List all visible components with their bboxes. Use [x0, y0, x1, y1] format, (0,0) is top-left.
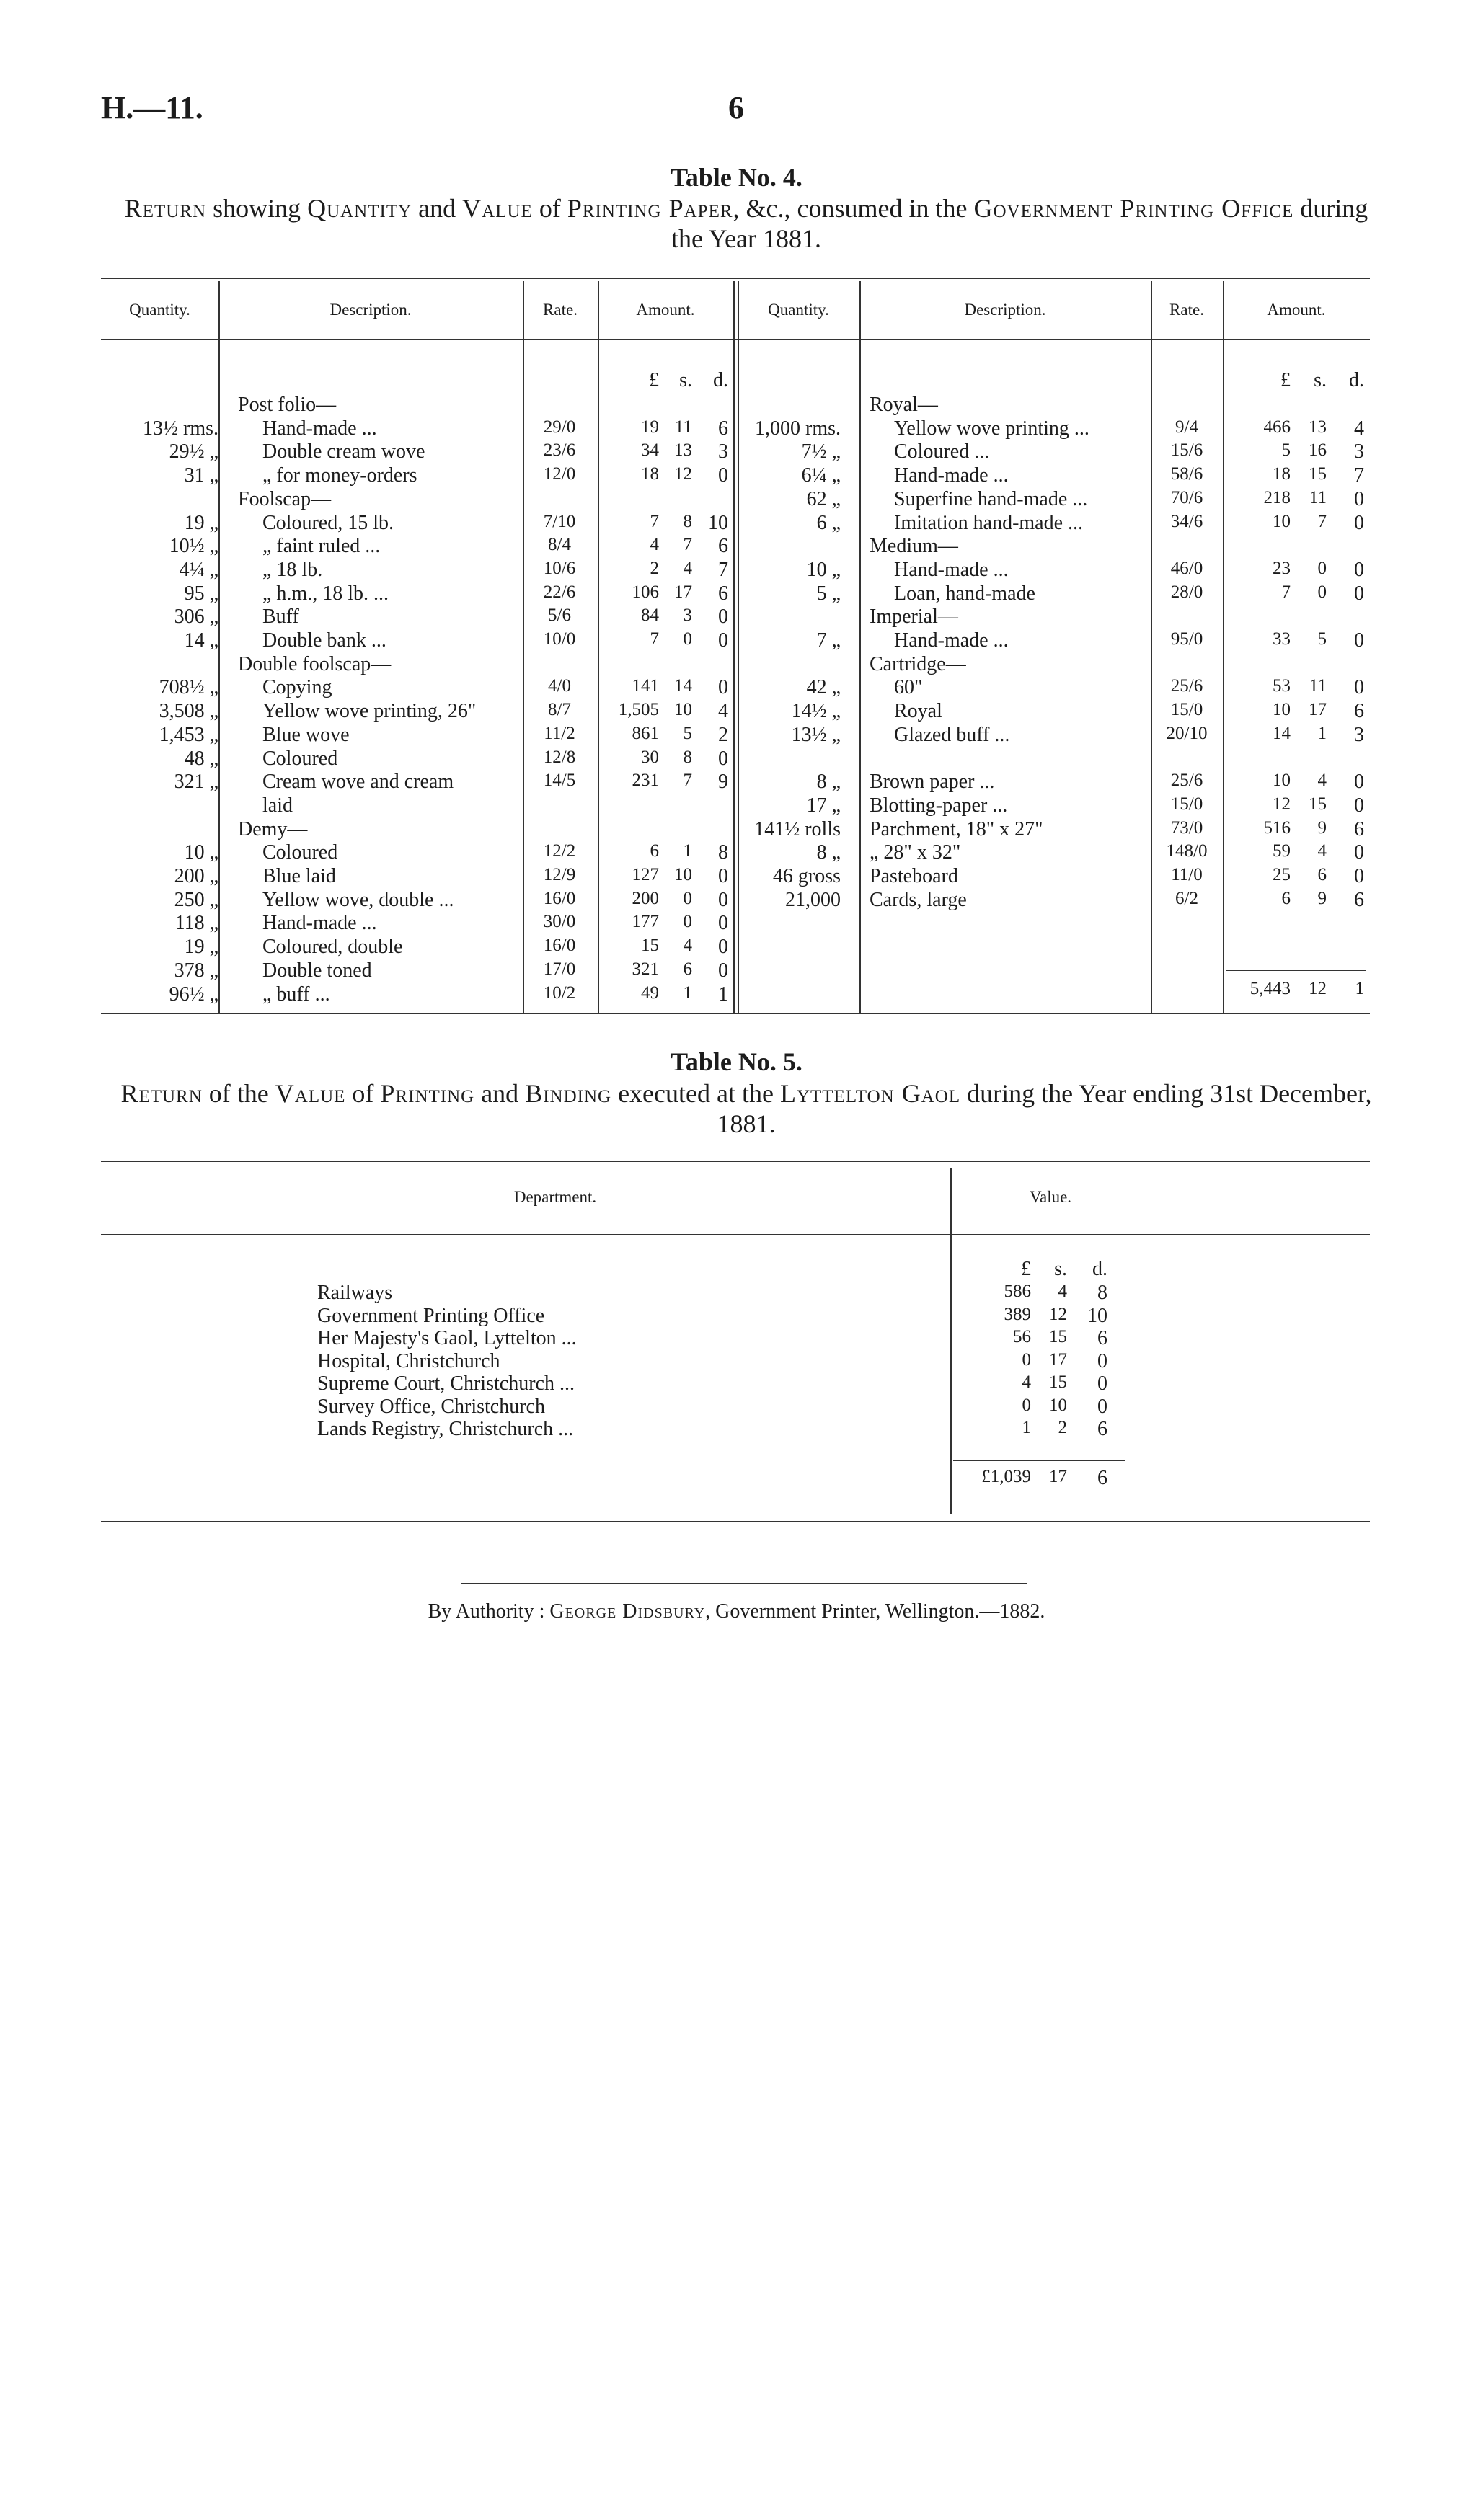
pence-cell: 0 — [718, 629, 728, 652]
rate-cell: 11/0 — [1171, 865, 1203, 884]
pounds-cell: 25 — [1273, 865, 1291, 884]
table5-col-divider — [950, 1168, 952, 1514]
rate-cell: 14/5 — [543, 771, 576, 790]
description-cell: laid — [262, 794, 293, 817]
pounds-cell: 12 — [1273, 794, 1291, 814]
table5-title: Table No. 5. — [671, 1047, 802, 1076]
rate-cell: 25/6 — [1170, 676, 1203, 696]
pence-cell: 0 — [718, 889, 728, 911]
pounds-cell: 19 — [641, 417, 659, 437]
quantity-cell: 95 „ — [184, 582, 218, 605]
shillings-cell: 0 — [1317, 559, 1327, 578]
pounds-cell: 15 — [641, 936, 659, 955]
rate-cell: 25/6 — [1170, 771, 1203, 790]
rate-cell: 15/6 — [1170, 440, 1203, 460]
quantity-cell: 14 „ — [184, 629, 218, 652]
col-header-amount: Amount. — [1267, 301, 1326, 319]
table5-subtitle: Return of the Value of Printing and Binding executed at the Lyttelton Gaol during the Year ending 31st December, 1881. — [120, 1079, 1372, 1138]
pence-cell: 8 — [1097, 1282, 1107, 1304]
rate-cell: 9/4 — [1175, 417, 1198, 437]
shillings-cell: 9 — [1317, 889, 1327, 908]
col-header-quantity: Quantity. — [768, 301, 829, 319]
pounds-cell: 10 — [1273, 700, 1291, 719]
shillings-cell: 0 — [683, 912, 692, 931]
pounds-cell: 516 — [1263, 818, 1291, 838]
description-cell: Hand-made ... — [894, 629, 1009, 652]
col-divider — [733, 281, 735, 1013]
pounds-cell: 106 — [632, 582, 659, 602]
footer-imprint: By Authority : George Didsbury, Government Printer, Wellington.—1882. — [428, 1600, 1045, 1623]
description-cell: Buff — [262, 605, 299, 628]
quantity-cell: 8 „ — [816, 771, 841, 793]
pounds-cell: 53 — [1273, 676, 1291, 696]
pounds-cell: 7 — [650, 629, 659, 649]
description-cell: Imperial— — [870, 605, 958, 628]
quantity-cell: 19 „ — [184, 512, 218, 534]
pence-cell: 8 — [718, 841, 728, 864]
rate-cell: 73/0 — [1170, 818, 1203, 838]
description-cell: Parchment, 18" x 27" — [870, 818, 1043, 840]
description-cell: Hand-made ... — [262, 417, 377, 440]
pounds-cell: 14 — [1273, 724, 1291, 743]
pounds-cell: 7 — [1281, 582, 1291, 602]
pounds-cell: 4 — [1022, 1372, 1031, 1392]
pence-cell: 0 — [718, 747, 728, 770]
description-cell: Double toned — [262, 959, 372, 982]
table5-bottom-rule — [101, 1521, 1370, 1522]
pence-cell: 10 — [1087, 1305, 1107, 1327]
pence-cell: 0 — [1097, 1396, 1107, 1418]
pence-cell: 6 — [1097, 1418, 1107, 1440]
pence-cell: 0 — [718, 936, 728, 958]
shillings-cell: 11 — [674, 417, 692, 437]
shillings-cell: 0 — [683, 629, 692, 649]
rate-cell: 34/6 — [1170, 512, 1203, 531]
pence-cell: 0 — [1354, 794, 1364, 817]
quantity-cell: 5 „ — [816, 582, 841, 605]
rate-cell: 12/0 — [543, 464, 576, 484]
description-cell: 60" — [894, 676, 923, 698]
department-cell: Railways — [317, 1282, 393, 1304]
pounds-cell: 49 — [641, 983, 659, 1003]
table4-top-rule — [101, 278, 1370, 279]
quantity-cell: 7 „ — [816, 629, 841, 652]
rate-cell: 16/0 — [543, 936, 576, 955]
quantity-cell: 8 „ — [816, 841, 841, 864]
rate-cell: 28/0 — [1170, 582, 1203, 602]
quantity-cell: 17 „ — [806, 794, 841, 817]
shillings-cell: 4 — [1058, 1282, 1067, 1301]
pounds-cell: 34 — [641, 440, 659, 460]
shillings-cell: 6 — [683, 959, 692, 979]
pounds-cell: 321 — [632, 959, 659, 979]
shillings-cell: 15 — [1049, 1327, 1067, 1346]
pence-cell: 6 — [1354, 818, 1364, 840]
shillings-cell: 4 — [683, 559, 692, 578]
quantity-cell: 708½ „ — [159, 676, 218, 698]
quantity-cell: 10 „ — [184, 841, 218, 864]
pence-cell: 0 — [718, 865, 728, 887]
description-cell: Imitation hand-made ... — [894, 512, 1084, 534]
shillings-cell: 6 — [1317, 865, 1327, 884]
quantity-cell: 13½ rms. — [143, 417, 218, 440]
rate-cell: 46/0 — [1170, 559, 1203, 578]
pounds-cell: 84 — [641, 605, 659, 625]
rate-cell: 17/0 — [543, 959, 576, 979]
pounds-cell: 861 — [632, 724, 659, 743]
shillings-cell: 2 — [1058, 1418, 1067, 1437]
page-code: H.—11. — [101, 90, 203, 125]
shillings-cell: 9 — [1317, 818, 1327, 838]
rate-cell: 15/0 — [1170, 794, 1203, 814]
pence-cell: 0 — [1354, 771, 1364, 793]
col-header-rate: Rate. — [543, 301, 578, 319]
quantity-cell: 42 „ — [806, 676, 841, 698]
description-cell: Loan, hand-made — [894, 582, 1035, 605]
page-number: 6 — [728, 90, 744, 125]
description-cell: Double bank ... — [262, 629, 386, 652]
pence-cell: 0 — [1354, 841, 1364, 864]
description-cell: „ 28" x 32" — [870, 841, 961, 864]
pence-cell: 6 — [718, 417, 728, 440]
description-cell: Cartridge— — [870, 653, 966, 675]
col-header-amount: Amount. — [636, 301, 695, 319]
shillings-cell: 15 — [1309, 794, 1327, 814]
pounds-cell: 18 — [1273, 464, 1291, 484]
table5-header-rule — [101, 1234, 1370, 1235]
rate-cell: 11/2 — [544, 724, 575, 743]
pence-cell: 9 — [718, 771, 728, 793]
shillings-cell: 15 — [1309, 464, 1327, 484]
description-cell: Coloured, 15 lb. — [262, 512, 394, 534]
rate-cell: 7/10 — [543, 512, 576, 531]
pence-cell: 6 — [718, 535, 728, 557]
rate-cell: 12/2 — [543, 841, 576, 861]
table5-top-rule — [101, 1161, 1370, 1162]
rate-cell: 6/2 — [1175, 889, 1198, 908]
department-cell: Government Printing Office — [317, 1305, 545, 1327]
quantity-cell: 13½ „ — [791, 724, 841, 746]
rate-cell: 10/6 — [543, 559, 576, 578]
col-divider — [218, 281, 220, 1013]
quantity-cell: 1,453 „ — [159, 724, 218, 746]
description-cell: Hand-made ... — [894, 559, 1009, 581]
description-cell: Coloured ... — [894, 440, 990, 463]
pounds-cell: 177 — [632, 912, 659, 931]
pounds-cell: 4 — [650, 535, 659, 554]
col-header-quantity: Quantity. — [129, 301, 190, 319]
description-cell: Copying — [262, 676, 332, 698]
pence-cell: 0 — [718, 959, 728, 982]
pence-cell: 0 — [718, 912, 728, 934]
rate-cell: 30/0 — [543, 912, 576, 931]
description-cell: Foolscap— — [238, 488, 332, 510]
quantity-cell: 96½ „ — [169, 983, 218, 1006]
quantity-cell: 6¼ „ — [801, 464, 841, 487]
quantity-cell: 321 „ — [174, 771, 218, 793]
col-header-description: Description. — [964, 301, 1046, 319]
rate-cell: 22/6 — [543, 582, 576, 602]
shillings-cell: 13 — [1309, 417, 1327, 437]
rate-cell: 58/6 — [1170, 464, 1203, 484]
pounds-cell: 56 — [1013, 1327, 1031, 1346]
shillings-cell: 13 — [674, 440, 692, 460]
pence-cell: 0 — [1354, 629, 1364, 652]
pence-cell: 6 — [718, 582, 728, 605]
rate-cell: 148/0 — [1166, 841, 1208, 861]
pence-cell: 3 — [1354, 440, 1364, 463]
pence-cell: 0 — [718, 676, 728, 698]
description-cell: Blue laid — [262, 865, 336, 887]
quantity-cell: 378 „ — [174, 959, 218, 982]
quantity-cell: 21,000 — [785, 889, 841, 911]
pounds-cell: 6 — [650, 841, 659, 861]
pence-cell: 2 — [718, 724, 728, 746]
department-cell: Lands Registry, Christchurch ... — [317, 1418, 574, 1440]
rate-cell: 4/0 — [548, 676, 571, 696]
shillings-cell: 1 — [1317, 724, 1327, 743]
col-divider — [1223, 281, 1224, 1013]
shillings-cell: 17 — [1049, 1350, 1067, 1370]
pounds-cell: 127 — [632, 865, 659, 884]
department-cell: Supreme Court, Christchurch ... — [317, 1372, 575, 1395]
pence-cell: 4 — [1354, 417, 1364, 440]
quantity-cell: 250 „ — [174, 889, 218, 911]
pence-cell: 4 — [718, 700, 728, 722]
description-cell: „ for money-orders — [262, 464, 417, 487]
table4-header-rule — [101, 339, 1370, 340]
quantity-cell: 7½ „ — [801, 440, 841, 463]
quantity-cell: 46 gross — [772, 865, 841, 887]
shillings-cell: 7 — [683, 535, 692, 554]
col-divider — [523, 281, 524, 1013]
pounds-cell: 59 — [1273, 841, 1291, 861]
table5-total-rule — [953, 1460, 1125, 1461]
pence-cell: 0 — [1354, 488, 1364, 510]
rate-cell: 10/2 — [543, 983, 576, 1003]
description-cell: Hand-made ... — [262, 912, 377, 934]
shillings-cell: 4 — [683, 936, 692, 955]
pounds-cell: 18 — [641, 464, 659, 484]
pounds-cell: 2 — [650, 559, 659, 578]
quantity-cell: 6 „ — [816, 512, 841, 534]
shillings-cell: 0 — [1317, 582, 1327, 602]
rate-cell: 12/8 — [543, 747, 576, 767]
description-cell: Yellow wove, double ... — [262, 889, 454, 911]
description-cell: Demy— — [238, 818, 308, 840]
shillings-cell: 15 — [1049, 1372, 1067, 1392]
shillings-cell: 5 — [1317, 629, 1327, 649]
description-cell: „ buff ... — [262, 983, 330, 1006]
shillings-cell: 1 — [683, 983, 692, 1003]
pence-cell: 0 — [1097, 1350, 1107, 1372]
pence-cell: 6 — [1354, 700, 1364, 722]
shillings-cell: 17 — [674, 582, 692, 602]
description-cell: Cards, large — [870, 889, 967, 911]
shillings-cell: 8 — [683, 747, 692, 767]
col-header-description: Description. — [329, 301, 412, 319]
rate-cell: 23/6 — [543, 440, 576, 460]
shillings-cell: 4 — [1317, 771, 1327, 790]
department-cell: Hospital, Christchurch — [317, 1350, 500, 1372]
description-cell: „ faint ruled ... — [262, 535, 381, 557]
shillings-cell: 14 — [674, 676, 692, 696]
rate-cell: 95/0 — [1170, 629, 1203, 649]
description-cell: Double foolscap— — [238, 653, 392, 675]
shillings-cell: 12 — [1049, 1305, 1067, 1324]
pence-cell: 1 — [718, 983, 728, 1006]
description-cell: Medium— — [870, 535, 958, 557]
col-header-value: Value. — [1029, 1188, 1072, 1206]
pounds-cell: 1 — [1022, 1418, 1031, 1437]
pounds-cell: 1,505 — [618, 700, 659, 719]
shillings-cell: 10 — [1049, 1396, 1067, 1415]
quantity-cell: 10½ „ — [169, 535, 218, 557]
shillings-cell: 7 — [683, 771, 692, 790]
table4-bottom-rule — [101, 1013, 1370, 1014]
shillings-cell: 11 — [1309, 488, 1327, 507]
description-cell: Royal — [894, 700, 942, 722]
description-cell: Hand-made ... — [894, 464, 1009, 487]
quantity-cell: 29½ „ — [169, 440, 218, 463]
rate-cell: 8/4 — [548, 535, 571, 554]
shillings-cell: 4 — [1317, 841, 1327, 861]
department-cell: Her Majesty's Gaol, Lyttelton ... — [317, 1327, 577, 1349]
pence-cell: 10 — [708, 512, 728, 534]
description-cell: Cream wove and cream — [262, 771, 454, 793]
shillings-cell: 17 — [1309, 700, 1327, 719]
pounds-cell: 7 — [650, 512, 659, 531]
description-cell: Superfine hand-made ... — [894, 488, 1088, 510]
pounds-cell: 30 — [641, 747, 659, 767]
shillings-cell: 8 — [683, 512, 692, 531]
description-cell: Royal— — [870, 394, 938, 416]
pounds-cell: 23 — [1273, 559, 1291, 578]
table4-title: Table No. 4. — [671, 163, 802, 192]
pounds-cell: 141 — [632, 676, 659, 696]
pence-cell: 3 — [1354, 724, 1364, 746]
pounds-cell: 0 — [1022, 1396, 1031, 1415]
pence-cell: 6 — [1097, 1327, 1107, 1349]
pounds-cell: 0 — [1022, 1350, 1031, 1370]
shillings-cell: 11 — [1309, 676, 1327, 696]
quantity-cell: 3,508 „ — [159, 700, 218, 722]
col-divider — [598, 281, 599, 1013]
pence-cell: 6 — [1354, 889, 1364, 911]
table4-total-rule — [1226, 970, 1366, 971]
footer-rule — [461, 1583, 1027, 1584]
description-cell: Yellow wove printing, 26" — [262, 700, 477, 722]
pounds-cell: 389 — [1004, 1305, 1031, 1324]
rate-cell: 70/6 — [1170, 488, 1203, 507]
description-cell: Double cream wove — [262, 440, 425, 463]
quantity-cell: 48 „ — [184, 747, 218, 770]
pounds-cell: 6 — [1281, 889, 1291, 908]
description-cell: Yellow wove printing ... — [894, 417, 1089, 440]
pence-cell: 0 — [1354, 865, 1364, 887]
pounds-cell: 5 — [1281, 440, 1291, 460]
col-header-department: Department. — [513, 1188, 597, 1206]
quantity-cell: 62 „ — [806, 488, 841, 510]
pence-cell: 0 — [718, 464, 728, 487]
pence-cell: 0 — [718, 605, 728, 628]
quantity-cell: 306 „ — [174, 605, 218, 628]
quantity-cell: 10 „ — [806, 559, 841, 581]
pence-cell: 7 — [1354, 464, 1364, 487]
col-header-rate: Rate. — [1169, 301, 1204, 319]
shillings-cell: 3 — [683, 605, 692, 625]
pounds-cell: 10 — [1273, 512, 1291, 531]
quantity-cell: 4¼ „ — [179, 559, 218, 581]
quantity-cell: 14½ „ — [791, 700, 841, 722]
description-cell: „ 18 lb. — [262, 559, 323, 581]
pounds-cell: 466 — [1263, 417, 1291, 437]
pence-cell: 0 — [1354, 559, 1364, 581]
pounds-cell: 200 — [632, 889, 659, 908]
pounds-cell: 33 — [1273, 629, 1291, 649]
description-cell: Coloured — [262, 747, 338, 770]
quantity-cell: 141½ rolls — [754, 818, 841, 840]
rate-cell: 15/0 — [1170, 700, 1203, 719]
pence-cell: 0 — [1354, 582, 1364, 605]
rate-cell: 12/9 — [543, 865, 576, 884]
quantity-cell: 118 „ — [174, 912, 218, 934]
pounds-cell: 10 — [1273, 771, 1291, 790]
table4-subtitle: Return showing Quantity and Value of Printing Paper, &c., consumed in the Government Printing Office during the Year 1881. — [124, 194, 1368, 253]
rate-cell: 20/10 — [1166, 724, 1208, 743]
description-cell: Coloured, double — [262, 936, 403, 958]
description-cell: Glazed buff ... — [894, 724, 1010, 746]
pounds-cell: 218 — [1263, 488, 1291, 507]
pence-cell: 0 — [1097, 1372, 1107, 1395]
shillings-cell: 0 — [683, 889, 692, 908]
col-divider — [859, 281, 861, 1013]
description-cell: Pasteboard — [870, 865, 958, 887]
description-cell: Blotting-paper ... — [870, 794, 1008, 817]
description-cell: Coloured — [262, 841, 338, 864]
col-divider — [738, 281, 739, 1013]
department-cell: Survey Office, Christchurch — [317, 1396, 545, 1418]
description-cell: Brown paper ... — [870, 771, 995, 793]
pence-cell: 0 — [1354, 512, 1364, 534]
rate-cell: 29/0 — [543, 417, 576, 437]
shillings-cell: 12 — [674, 464, 692, 484]
rate-cell: 10/0 — [543, 629, 576, 649]
quantity-cell: 1,000 rms. — [755, 417, 841, 440]
description-cell: „ h.m., 18 lb. ... — [262, 582, 389, 605]
shillings-cell: 10 — [674, 700, 692, 719]
rate-cell: 8/7 — [548, 700, 571, 719]
pounds-cell: 586 — [1004, 1282, 1031, 1301]
shillings-cell: 7 — [1317, 512, 1327, 531]
shillings-cell: 16 — [1309, 440, 1327, 460]
rate-cell: 16/0 — [543, 889, 576, 908]
shillings-cell: 1 — [683, 841, 692, 861]
pence-cell: 0 — [1354, 676, 1364, 698]
quantity-cell: 200 „ — [174, 865, 218, 887]
shillings-cell: 5 — [683, 724, 692, 743]
pounds-cell: 231 — [632, 771, 659, 790]
quantity-cell: 19 „ — [184, 936, 218, 958]
description-cell: Post folio— — [238, 394, 337, 416]
rate-cell: 5/6 — [548, 605, 571, 625]
quantity-cell: 31 „ — [184, 464, 218, 487]
pence-cell: 3 — [718, 440, 728, 463]
pence-cell: 7 — [718, 559, 728, 581]
description-cell: Blue wove — [262, 724, 350, 746]
shillings-cell: 10 — [674, 865, 692, 884]
